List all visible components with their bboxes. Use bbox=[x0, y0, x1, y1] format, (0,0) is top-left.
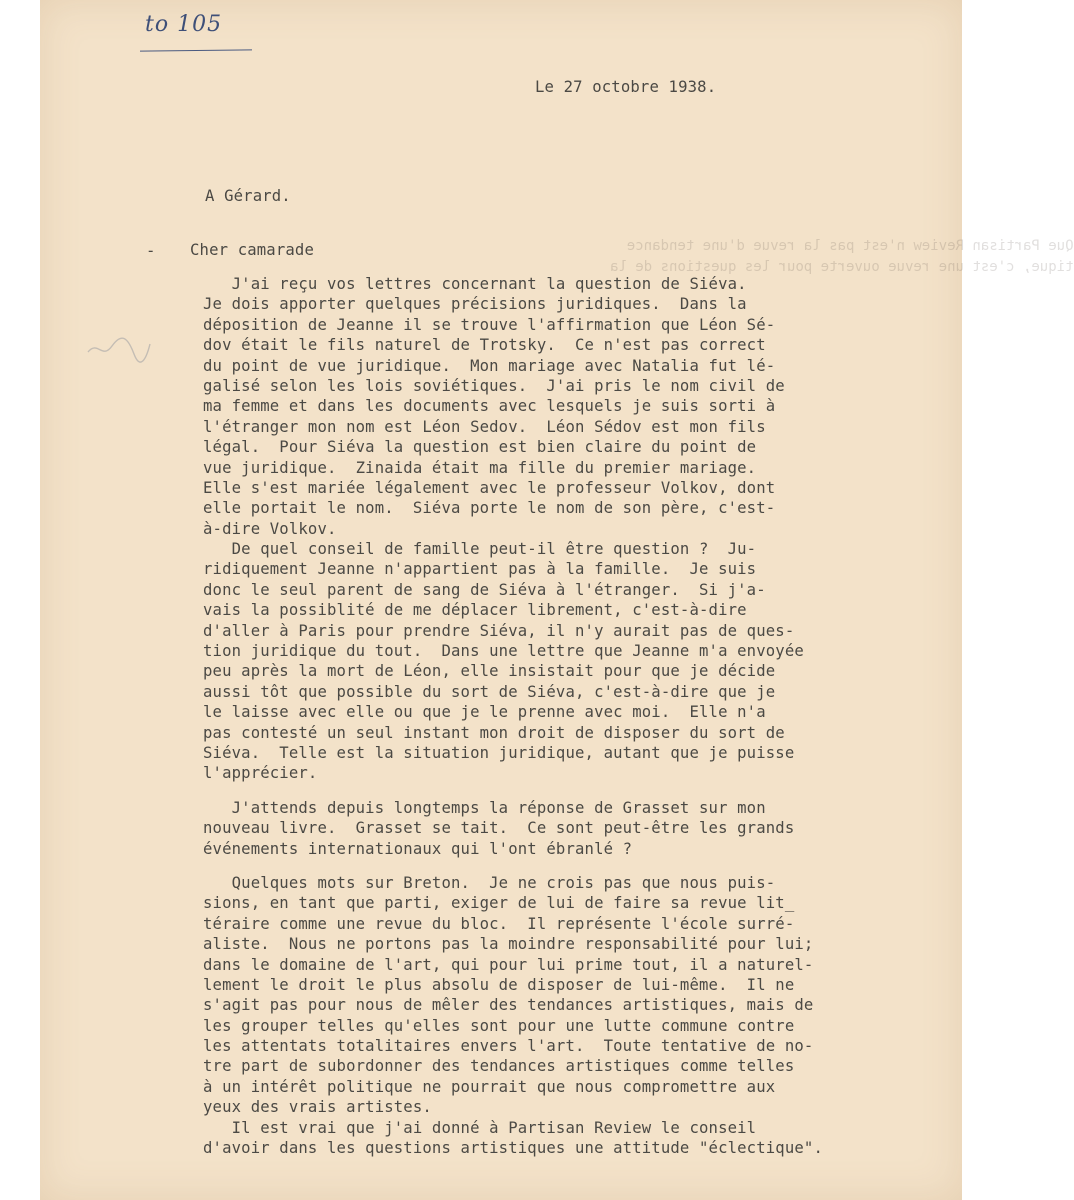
text-line: pas contesté un seul instant mon droit de disposer du sort de bbox=[203, 723, 785, 742]
text-line: aliste. Nous ne portons pas la moindre responsabilité pour lui; bbox=[203, 935, 814, 954]
text-line: yeux des vrais artistes. bbox=[203, 1098, 432, 1117]
text-line: déposition de Jeanne il se trouve l'affirmation que Léon Sé- bbox=[203, 315, 776, 334]
text-line: l'étranger mon nom est Léon Sedov. Léon Sédov est mon fils bbox=[203, 417, 766, 436]
text-line: vais la possiblité de me déplacer librement, c'est-à-dire bbox=[203, 601, 747, 620]
margin-pencil-scribble bbox=[84, 330, 154, 370]
text-line: De quel conseil de famille peut-il être question ? Ju- bbox=[203, 540, 757, 559]
text-line: d'aller à Paris pour prendre Siéva, il n'y aurait pas de ques- bbox=[203, 621, 795, 640]
text-line: J'ai reçu vos lettres concernant la question de Siéva. bbox=[203, 275, 747, 293]
text-line: nouveau livre. Grasset se tait. Ce sont peut-être les grands bbox=[203, 819, 795, 838]
text-line: ridiquement Jeanne n'appartient pas à la famille. Je suis bbox=[203, 560, 757, 579]
text-line: J'attends depuis longtemps la réponse de Grasset sur mon bbox=[203, 798, 766, 817]
text-line: Siéva. Telle est la situation juridique, autant que je puisse bbox=[203, 743, 795, 762]
text-line: peu après la mort de Léon, elle insistait pour que je décide bbox=[203, 662, 776, 681]
text-line: Elle s'est mariée légalement avec le professeur Volkov, dont bbox=[203, 478, 776, 497]
text-line: s'agit pas pour nous de mêler des tendances artistiques, mais de bbox=[203, 996, 814, 1015]
letter-paragraph bbox=[203, 539, 923, 784]
text-line: sions, en tant que parti, exiger de lui de faire sa revue lit_ bbox=[203, 894, 795, 913]
text-line: les grouper telles qu'elles sont pour une lutte commune contre bbox=[203, 1016, 795, 1035]
text-line: Il est vrai que j'ai donné à Partisan Review le conseil bbox=[203, 1118, 757, 1137]
letter-paragraph bbox=[203, 274, 923, 539]
letter-recipient: A Gérard. bbox=[205, 187, 291, 205]
paragraph-spacer bbox=[203, 784, 923, 798]
text-line: vue juridique. Zinaida était ma fille du premier mariage. bbox=[203, 458, 757, 477]
text-line: légal. Pour Siéva la question est bien claire du point de bbox=[203, 438, 757, 457]
text-line: du point de vue juridique. Mon mariage avec Natalia fut lé- bbox=[203, 356, 776, 375]
text-line: dov était le fils naturel de Trotsky. Ce n'est pas correct bbox=[203, 336, 766, 355]
text-line: lement le droit le plus absolu de disposer de lui-même. Il ne bbox=[203, 975, 795, 994]
handwritten-note: to 105 bbox=[145, 12, 223, 37]
letter-paragraph bbox=[203, 798, 923, 859]
text-line: tion juridique du tout. Dans une lettre que Jeanne m'a envoyée bbox=[203, 642, 804, 661]
text-line: le laisse avec elle ou que je le prenne avec moi. Elle n'a bbox=[203, 703, 766, 722]
letter-date: Le 27 octobre 1938. bbox=[535, 78, 717, 96]
text-line: ma femme et dans les documents avec lesquels je suis sorti à bbox=[203, 397, 776, 416]
text-line: les attentats totalitaires envers l'art. Toute tentative de no- bbox=[203, 1037, 814, 1056]
text-line: téraire comme une revue du bloc. Il représente l'école surré- bbox=[203, 914, 795, 933]
bleed-through-text: Que Partisan Review n'est pas la revue d'une tendance tique, c'est une revue ouverte pour les questions de la bbox=[610, 238, 1074, 275]
text-line: aussi tôt que possible du sort de Siéva, c'est-à-dire que je bbox=[203, 682, 776, 701]
text-line: l'apprécier. bbox=[203, 764, 318, 783]
letter-paragraph bbox=[203, 873, 923, 1118]
paragraph-spacer bbox=[203, 859, 923, 873]
text-line: elle portait le nom. Siéva porte le nom de son père, c'est- bbox=[203, 499, 776, 518]
text-line: dans le domaine de l'art, qui pour lui prime tout, il a naturel- bbox=[203, 955, 814, 974]
letter-paragraph bbox=[203, 1118, 923, 1159]
margin-mark: - bbox=[146, 242, 156, 260]
text-line: à un intérêt politique ne pourrait que nous compromettre aux bbox=[203, 1077, 776, 1096]
letter-greeting: Cher camarade bbox=[190, 241, 314, 259]
text-line: Quelques mots sur Breton. Je ne crois pas que nous puis- bbox=[203, 873, 776, 892]
text-line: tre part de subordonner des tendances artistiques comme telles bbox=[203, 1057, 795, 1076]
text-line: Je dois apporter quelques précisions juridiques. Dans la bbox=[203, 295, 747, 314]
text-line: événements internationaux qui l'ont ébranlé ? bbox=[203, 839, 633, 858]
text-line: donc le seul parent de sang de Siéva à l'étranger. Si j'a- bbox=[203, 580, 766, 599]
text-line: galisé selon les lois soviétiques. J'ai pris le nom civil de bbox=[203, 376, 785, 395]
letter-body bbox=[203, 274, 923, 1158]
text-line: d'avoir dans les questions artistiques une attitude "éclectique". bbox=[203, 1139, 823, 1158]
text-line: à-dire Volkov. bbox=[203, 519, 337, 538]
